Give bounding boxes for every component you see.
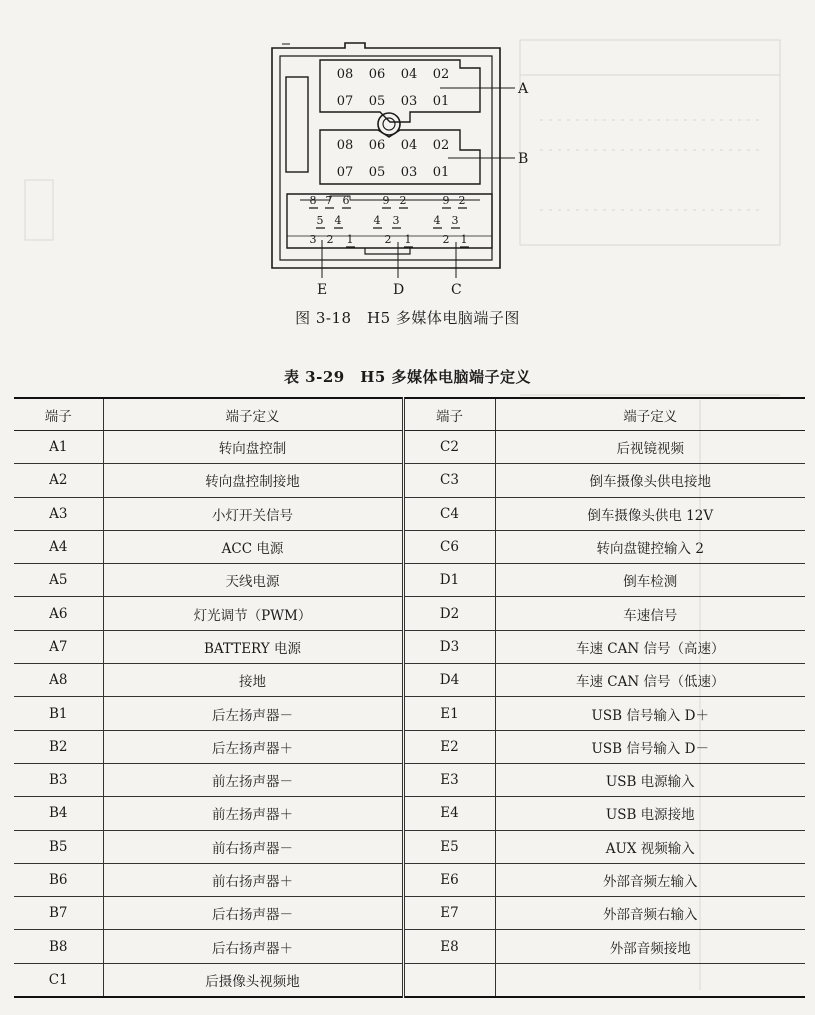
definition-cell: USB 电源接地 — [495, 797, 805, 830]
table-row — [14, 697, 805, 730]
definition-cell: 外部音频接地 — [495, 930, 805, 963]
pin-label: 03 — [400, 94, 418, 109]
pin-cell: B6 — [14, 863, 103, 896]
header-pin-1: 端子 — [14, 398, 103, 431]
definition-cell: 外部音频左输入 — [495, 863, 805, 896]
callout-b: B — [518, 151, 529, 167]
definition-cell: 灯光调节（PWM） — [103, 597, 403, 630]
definition-cell: AUX 视频输入 — [495, 830, 805, 863]
pin-cell: E4 — [403, 797, 495, 830]
pin-definition-table — [14, 397, 805, 998]
pin-label: 01 — [432, 165, 450, 180]
definition-cell: USB 电源输入 — [495, 763, 805, 796]
pin-label: 1 — [460, 233, 468, 246]
pin-cell: A1 — [14, 431, 103, 464]
definition-cell: 车速信号 — [495, 597, 805, 630]
side-slot — [286, 77, 308, 172]
table-row — [14, 863, 805, 896]
table-body — [14, 431, 805, 998]
definition-cell: 倒车摄像头供电 12V — [495, 497, 805, 530]
pin-cell: B4 — [14, 797, 103, 830]
definition-cell: 小灯开关信号 — [103, 497, 403, 530]
table-row — [14, 464, 805, 497]
pin-label: 7 — [325, 194, 333, 207]
pin-cell: E3 — [403, 763, 495, 796]
definition-cell: 倒车摄像头供电接地 — [495, 464, 805, 497]
pin-cell: E6 — [403, 863, 495, 896]
pin-label: 9 — [442, 194, 450, 207]
header-pin-2: 端子 — [403, 398, 495, 431]
pin-cell: E7 — [403, 897, 495, 930]
pin-label: 2 — [442, 233, 450, 246]
pin-label: 08 — [336, 138, 354, 153]
pin-cell: A8 — [14, 664, 103, 697]
pin-cell: B2 — [14, 730, 103, 763]
definition-cell: 前左扬声器－ — [103, 763, 403, 796]
table-row — [14, 730, 805, 763]
table-row — [14, 930, 805, 963]
definition-cell: BATTERY 电源 — [103, 630, 403, 663]
pin-label: 06 — [368, 67, 386, 82]
callout-a: A — [518, 81, 529, 97]
pin-cell: B5 — [14, 830, 103, 863]
table-row — [14, 830, 805, 863]
definition-cell: 后视镜视频 — [495, 431, 805, 464]
table-caption: 表 3-29 H5 多媒体电脑端子定义 — [283, 368, 532, 386]
pin-cell: C4 — [403, 497, 495, 530]
table-row — [14, 530, 805, 563]
definition-cell: 后左扬声器－ — [103, 697, 403, 730]
pin-cell: E1 — [403, 697, 495, 730]
pin-cell: C1 — [14, 963, 103, 997]
pin-label: 3 — [451, 214, 459, 227]
pin-cell: C6 — [403, 530, 495, 563]
pin-cell: D4 — [403, 664, 495, 697]
pin-cell: B1 — [14, 697, 103, 730]
definition-cell: 转向盘控制 — [103, 431, 403, 464]
pin-cell: E2 — [403, 730, 495, 763]
definition-cell: USB 信号输入 D＋ — [495, 697, 805, 730]
pin-cell: A4 — [14, 530, 103, 563]
pin-label: 04 — [400, 138, 418, 153]
table-row — [14, 963, 805, 997]
pin-label: 9 — [382, 194, 390, 207]
definition-cell: 前左扬声器＋ — [103, 797, 403, 830]
pin-label: 02 — [432, 138, 450, 153]
definition-cell: 车速 CAN 信号（低速） — [495, 664, 805, 697]
pin-label: 2 — [384, 233, 392, 246]
pin-cell: D3 — [403, 630, 495, 663]
header-definition-2: 端子定义 — [495, 398, 805, 431]
pin-label: 8 — [309, 194, 317, 207]
pin-cell: C2 — [403, 431, 495, 464]
pin-cell: B3 — [14, 763, 103, 796]
pin-cell: A3 — [14, 497, 103, 530]
pin-label: 5 — [316, 214, 324, 227]
pin-label: 08 — [336, 67, 354, 82]
pin-label: 07 — [336, 165, 354, 180]
pin-label: 05 — [368, 94, 386, 109]
definition-cell: 外部音频右输入 — [495, 897, 805, 930]
definition-cell: 天线电源 — [103, 564, 403, 597]
definition-cell: 前右扬声器＋ — [103, 863, 403, 896]
pin-cell: B7 — [14, 897, 103, 930]
pin-label: 05 — [368, 165, 386, 180]
pin-cell: A5 — [14, 564, 103, 597]
definition-cell: 后摄像头视频地 — [103, 963, 403, 997]
definition-cell: 转向盘控制接地 — [103, 464, 403, 497]
pin-label: 06 — [368, 138, 386, 153]
definition-cell: 车速 CAN 信号（高速） — [495, 630, 805, 663]
table-row — [14, 497, 805, 530]
pin-label: 3 — [309, 233, 317, 246]
pin-label: 03 — [400, 165, 418, 180]
pin-cell: D2 — [403, 597, 495, 630]
table-row — [14, 897, 805, 930]
definition-cell: 倒车检测 — [495, 564, 805, 597]
definition-cell: 接地 — [103, 664, 403, 697]
pin-label: 4 — [373, 214, 381, 227]
table-header-row — [14, 398, 805, 431]
table-row — [14, 431, 805, 464]
pin-label: 1 — [404, 233, 412, 246]
pin-label: 3 — [392, 214, 400, 227]
header-definition-1: 端子定义 — [103, 398, 403, 431]
callout-c: C — [451, 282, 462, 298]
pin-cell: E8 — [403, 930, 495, 963]
pin-cell: A2 — [14, 464, 103, 497]
table-row — [14, 630, 805, 663]
table-row — [14, 664, 805, 697]
table-row — [14, 797, 805, 830]
connector-diagram — [0, 0, 815, 300]
definition-cell: 后左扬声器＋ — [103, 730, 403, 763]
definition-cell: 后右扬声器－ — [103, 897, 403, 930]
table-row — [14, 597, 805, 630]
pin-label: 6 — [342, 194, 350, 207]
pin-label: 4 — [433, 214, 441, 227]
pin-label: 07 — [336, 94, 354, 109]
definition-cell: 后右扬声器＋ — [103, 930, 403, 963]
table-row — [14, 564, 805, 597]
pin-cell: A6 — [14, 597, 103, 630]
definition-cell: USB 信号输入 D－ — [495, 730, 805, 763]
definition-cell: 转向盘键控输入 2 — [495, 530, 805, 563]
pin-cell: A7 — [14, 630, 103, 663]
pin-label: 1 — [346, 233, 354, 246]
pin-label: 2 — [458, 194, 466, 207]
pin-label: 2 — [326, 233, 334, 246]
definition-cell — [495, 963, 805, 997]
table-row — [14, 763, 805, 796]
pin-cell: C3 — [403, 464, 495, 497]
pin-label: 2 — [399, 194, 407, 207]
pin-label: 04 — [400, 67, 418, 82]
pin-label: 4 — [334, 214, 342, 227]
pin-cell — [403, 963, 495, 997]
pin-cell: E5 — [403, 830, 495, 863]
callout-d: D — [393, 282, 405, 298]
pin-label: 02 — [432, 67, 450, 82]
definition-cell: 前右扬声器－ — [103, 830, 403, 863]
pin-label: 01 — [432, 94, 450, 109]
pin-cell: B8 — [14, 930, 103, 963]
pin-cell: D1 — [403, 564, 495, 597]
definition-cell: ACC 电源 — [103, 530, 403, 563]
callout-e: E — [317, 282, 328, 298]
figure-caption: 图 3-18 H5 多媒体电脑端子图 — [295, 309, 520, 327]
